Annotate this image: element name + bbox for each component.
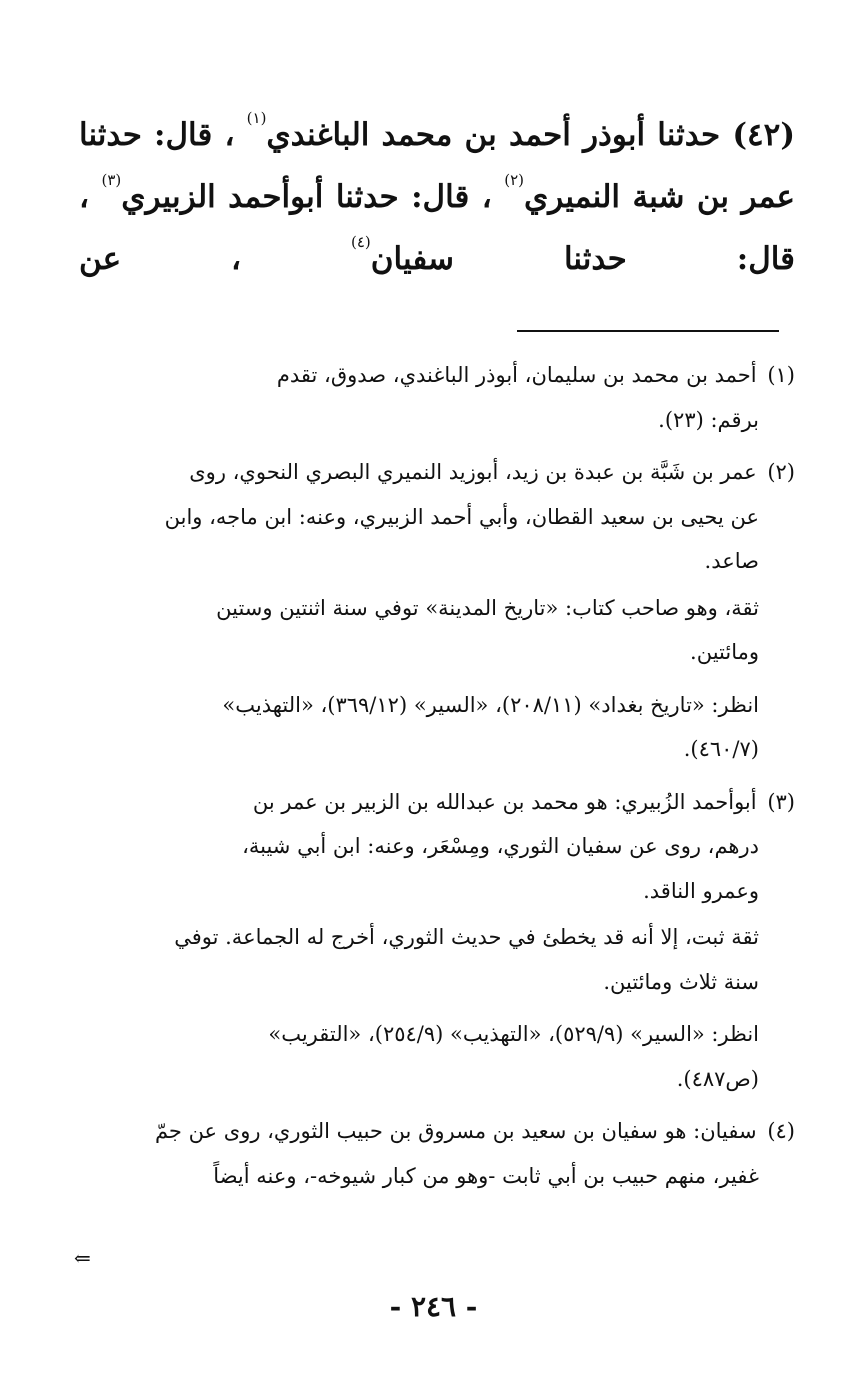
footnote-text: عمر بن شَبَّة بن عبدة بن زيد، أبوزيد النميري البصري النحوي، روى	[189, 460, 757, 484]
footnote-line	[79, 353, 795, 398]
footnote-line: سنة ثلاث ومائتين.	[603, 969, 759, 994]
footnote-1	[79, 353, 795, 442]
hadith-text	[79, 104, 795, 290]
continue-arrow-icon: ⇐	[74, 1246, 91, 1270]
footnote-4	[79, 1109, 795, 1198]
footnote-line: درهم، روى عن سفيان الثوري، ومِسْعَر، وعنه: ابن أبي شيبة،	[242, 834, 759, 858]
hadith-number: (٤٢)	[732, 117, 796, 153]
hadith-text-segment: ، قال: حدثنا عمر بن شبة النميري	[79, 117, 796, 215]
hadith-text-segment: ، قال: حدثنا سفيان	[79, 179, 795, 277]
footnote-references	[79, 683, 795, 772]
footnote-ref[interactable]: (٣)	[101, 171, 122, 189]
footnote-line: انظر: «تاريخ بغداد» (٢٠٨/١١)، «السير» (٣٦٩/١٢)، «التهذيب»	[222, 692, 759, 717]
footnote-line	[79, 450, 795, 495]
footnote-separator	[517, 330, 779, 332]
footnotes	[79, 353, 795, 1206]
footnote-3	[79, 780, 795, 1102]
footnote-line: صاعد.	[704, 549, 759, 573]
footnote-line: ومائتين.	[690, 640, 759, 664]
hadith-text-segment: ، عن	[79, 241, 242, 277]
footnote-line: (٤٦٠/٧).	[683, 737, 759, 761]
footnote-line: (ص٤٨٧).	[676, 1066, 759, 1091]
footnote-text: سفيان: هو سفيان بن سعيد بن مسروق بن حبيب الثوري، روى عن جمّ	[154, 1119, 757, 1143]
footnote-line: وعمرو الناقد.	[643, 878, 759, 903]
footnote-references	[79, 1012, 795, 1101]
hadith-text-segment: حدثنا أبوذر أحمد بن محمد الباغندي	[266, 117, 721, 153]
footnote-line: غفير، منهم حبيب بن أبي ثابت -وهو من كبار شيوخه-، وعنه أيضاً	[213, 1163, 759, 1188]
footnote-line: ثقة، وهو صاحب كتاب: «تاريخ المدينة» توفي سنة اثنتين وستين	[216, 595, 759, 620]
footnote-number: (٢)	[767, 460, 795, 484]
hadith-text-segment: ، قال: حدثنا أبوأحمد الزبيري	[121, 179, 492, 215]
footnote-number: (٤)	[767, 1119, 795, 1143]
footnote-line: عن يحيى بن سعيد القطان، وأبي أحمد الزبيري، وعنه: ابن ماجه، وابن	[164, 504, 759, 529]
footnote-line	[79, 780, 795, 825]
footnote-number: (٣)	[767, 789, 795, 814]
footnote-paragraph	[79, 586, 795, 675]
footnote-2	[79, 450, 795, 772]
footnote-ref[interactable]: (٤)	[351, 233, 371, 251]
footnote-line	[79, 1109, 795, 1154]
page-number: - ٢٤٦ -	[389, 1290, 478, 1323]
footnote-ref[interactable]: (١)	[246, 109, 267, 127]
footnote-text: أحمد بن محمد بن سليمان، أبوذر الباغندي، صدوق، تقدم	[276, 363, 757, 387]
footnote-line: ثقة ثبت، إلا أنه قد يخطئ في حديث الثوري، أخرج له الجماعة. توفي	[174, 925, 759, 949]
footnote-number: (١)	[767, 363, 795, 387]
footnote-ref[interactable]: (٢)	[504, 171, 524, 189]
footnote-paragraph	[79, 915, 795, 1004]
footnote-text: أبوأحمد الزُبيري: هو محمد بن عبدالله بن الزبير بن عمر بن	[252, 789, 757, 814]
footnote-line: انظر: «السير» (٥٢٩/٩)، «التهذيب» (٢٥٤/٩)، «التقريب»	[268, 1022, 759, 1046]
footnote-line: برقم: (٢٣).	[658, 407, 759, 432]
